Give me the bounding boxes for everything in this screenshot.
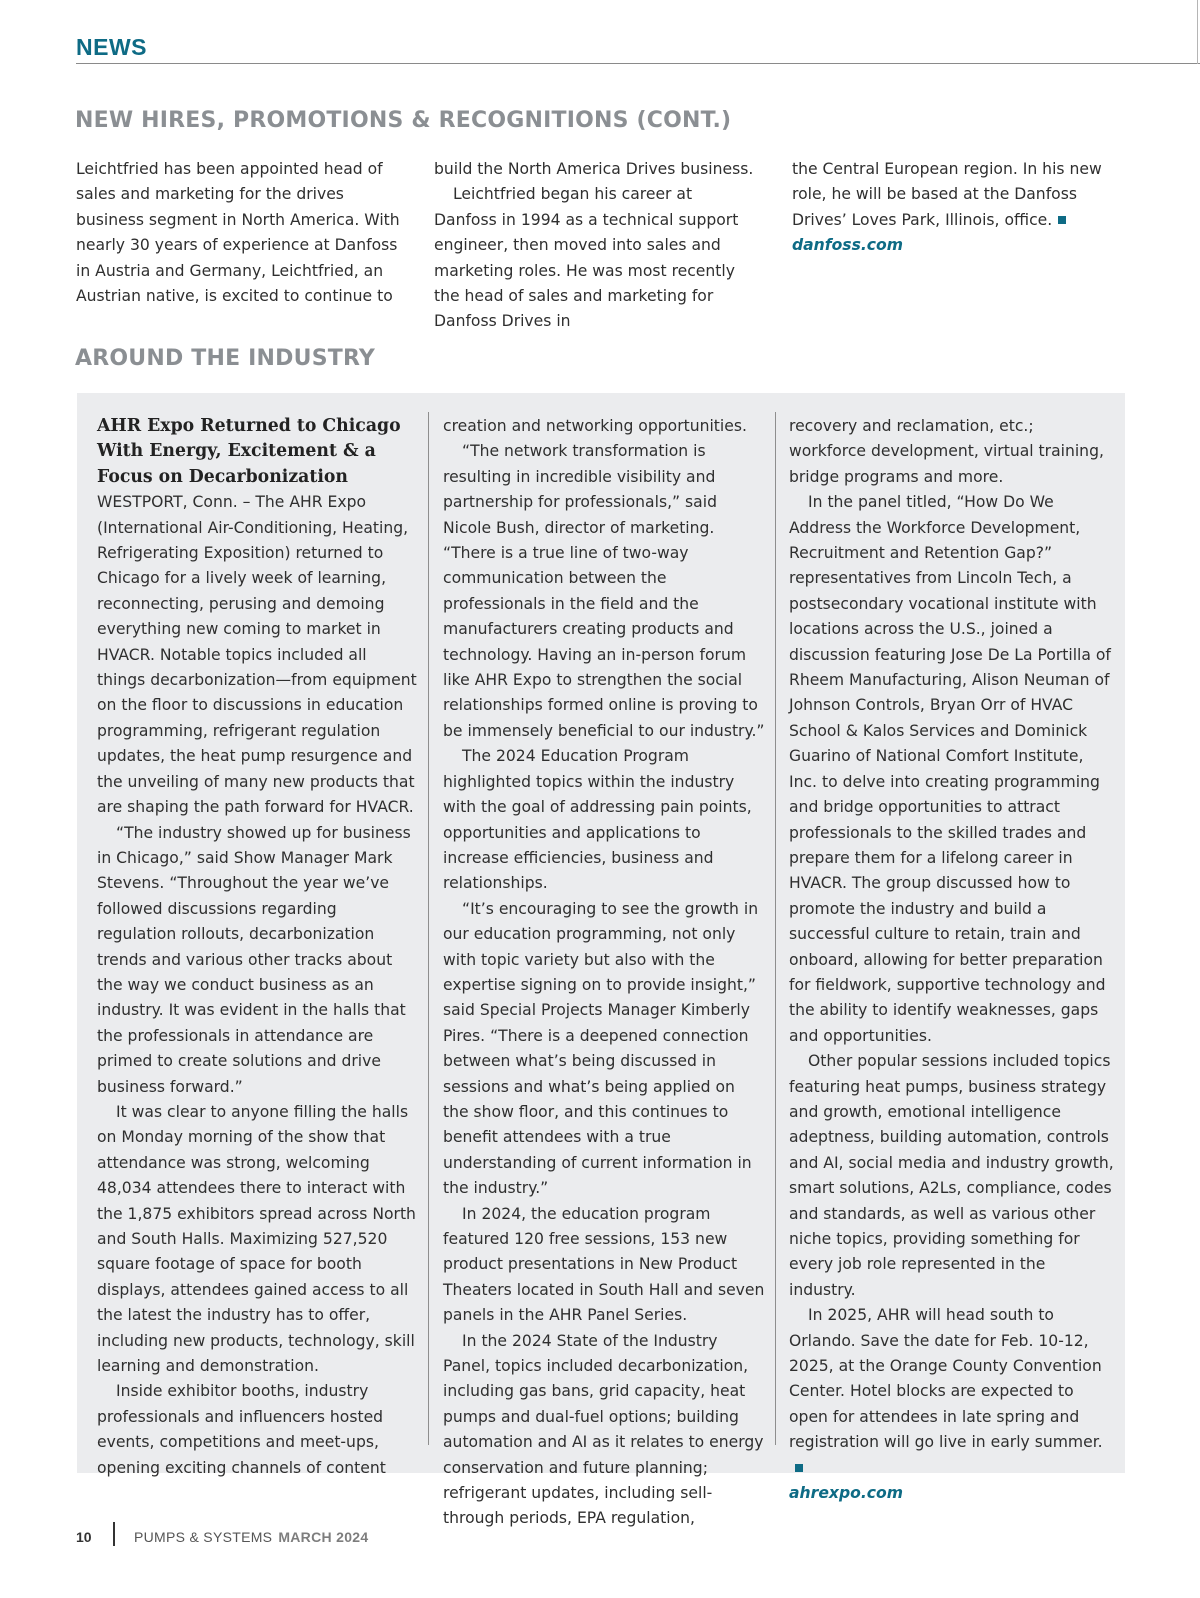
publication-line (134, 1529, 368, 1545)
section-label: NEWS (76, 34, 147, 60)
paragraph: “The industry showed up for business in Chicago,” said Show Manager Mark Stevens. “Throughout the year we’ve followed discussions regarding regulation rollouts, decarbonization trends and various other tracks about the way we conduct business as an industry. It was evident in the halls that the professionals in attendance are primed to create solutions and drive business forward.” (97, 823, 411, 1096)
paragraph: build the North America Drives business. (434, 160, 754, 178)
paragraph: The 2024 Education Program highlighted topics within the industry with the goal of addressing pain points, opportunities and applications to increase efficiencies, business and relationships. (443, 747, 752, 893)
article-headline: AHR Expo Returned to Chicago With Energy, Excitement & a Focus on Decarbonization (97, 416, 401, 487)
feature-column-3 (789, 414, 1115, 1506)
paragraph-text: the Central European region. In his new role, he will be based at the Danfoss Drives’ Loves Park, Illinois, office. (792, 160, 1102, 229)
column-divider (428, 412, 429, 1445)
header-divider (76, 63, 1200, 64)
paragraph: In 2024, the education program featured 120 free sessions, 153 new product presentations in New Product Theaters located in South Hall and seven panels in the AHR Panel Series. (443, 1204, 765, 1325)
end-mark-icon (1058, 216, 1066, 224)
paragraph: Leichtfried has been appointed head of sales and marketing for the drives business segment in North America. With nearly 30 years of experience at Danfoss in Austria and Germany, Leichtfried, an Austrian native, is excited to continue to (76, 160, 400, 306)
paragraph: “It’s encouraging to see the growth in our education programming, not only with topic variety but also with the expertise signing on to provide insight,” said Special Projects Manager Kimberly Pires. “There is a deepened connection between what’s being discussed in sessions and what’s being applied on the show floor, and this continues to benefit attendees with a true understanding of current information in the industry.” (443, 899, 759, 1198)
issue-date: MARCH 2024 (278, 1529, 369, 1545)
hires-column-2 (434, 157, 756, 335)
paragraph: recovery and reclamation, etc.; workforce development, virtual training, bridge programs and more. (789, 417, 1104, 486)
page-edge-rule (1197, 0, 1198, 64)
paragraph: WESTPORT, Conn. – The AHR Expo (International Air-Conditioning, Heating, Refrigerating Exposition) returned to Chicago for a lively week of learning, reconnecting, perusing and demoing everything new coming to market in HVACR. Notable topics included all things decarbonization—from equipment on the floor to discussions in education programming, refrigerant regulation updates, the heat pump resurgence and the unveiling of many new products that are shaping the path forward for HVACR. (97, 493, 417, 817)
feature-column-2 (443, 414, 765, 1532)
column-divider (775, 412, 776, 1445)
industry-heading: AROUND THE INDUSTRY (75, 346, 376, 371)
footer-divider (113, 1522, 115, 1546)
hires-column-3 (792, 157, 1122, 259)
paragraph: In the 2024 State of the Industry Panel, topics included decarbonization, including gas bans, grid capacity, heat pumps and dual-fuel options; building automation and AI as it relates to energy conservation and future planning; refrigerant updates, including sell-through periods, EPA regulation, (443, 1331, 764, 1528)
paragraph: Leichtfried began his career at Danfoss in 1994 as a technical support engineer, then moved into sales and marketing roles. He was most recently the head of sales and marketing for Danfoss Drives in (434, 185, 739, 331)
hires-column-1 (76, 157, 406, 309)
paragraph: Other popular sessions included topics featuring heat pumps, business strategy and growth, emotional intelligence adeptness, building automation, controls and AI, social media and industry growth, smart solutions, A2Ls, compliance, codes and standards, as well as various other niche topics, providing something for every job role represented in the industry. (789, 1052, 1114, 1299)
paragraph: “The network transformation is resulting in incredible visibility and partnership for professionals,” said Nicole Bush, director of marketing. “There is a true line of two-way communication between the professionals in the field and the manufacturers creating products and technology. Having an in-person forum like AHR Expo to strengthen the social relationships formed online is proving to be immensely beneficial to our industry.” (443, 442, 765, 740)
ahrexpo-link[interactable]: ahrexpo.com (789, 1484, 903, 1503)
paragraph (789, 1303, 1115, 1481)
paragraph: creation and networking opportunities. (443, 417, 747, 435)
paragraph-text: In 2025, AHR will head south to Orlando. Save the date for Feb. 10-12, 2025, at the Orange County Convention Center. Hotel blocks are expected to open for attendees in late spring and registration will go live in early summer. (789, 1306, 1103, 1452)
paragraph: It was clear to anyone filling the halls on Monday morning of the show that attendance was strong, welcoming 48,034 attendees there to interact with the 1,875 exhibitors spread across North and South Halls. Maximizing 527,520 square footage of space for booth displays, attendees gained access to all the latest the industry has to offer, including new products, technology, skill learning and demonstration. (97, 1102, 416, 1376)
danfoss-link[interactable]: danfoss.com (792, 236, 903, 255)
paragraph: Inside exhibitor booths, industry professionals and influencers hosted events, competitions and meet-ups, opening exciting channels of content (97, 1382, 386, 1477)
paragraph (792, 157, 1122, 233)
paragraph: In the panel titled, “How Do We Address the Workforce Development, Recruitment and Retention Gap?” representatives from Lincoln Tech, a postsecondary vocational institute with locations across the U.S., joined a discussion featuring Jose De La Portilla of Rheem Manufacturing, Alison Neuman of Johnson Controls, Bryan Orr of HVAC School & Kalos Services and Dominick Guarino of National Comfort Institute, Inc. to delve into creating programming and bridge opportunities to attract professionals to the skilled trades and prepare them for a lifelong career in HVACR. The group discussed how to promote the industry and build a successful culture to retain, train and onboard, allowing for better preparation for fieldwork, supportive technology and the ability to identify weaknesses, gaps and opportunities. (789, 493, 1111, 1045)
publication-name: PUMPS & SYSTEMS (134, 1529, 273, 1545)
feature-column-1 (97, 414, 419, 1481)
hires-heading: NEW HIRES, PROMOTIONS & RECOGNITIONS (CONT.) (75, 108, 732, 133)
page-number: 10 (76, 1529, 92, 1545)
end-mark-icon (795, 1464, 803, 1472)
